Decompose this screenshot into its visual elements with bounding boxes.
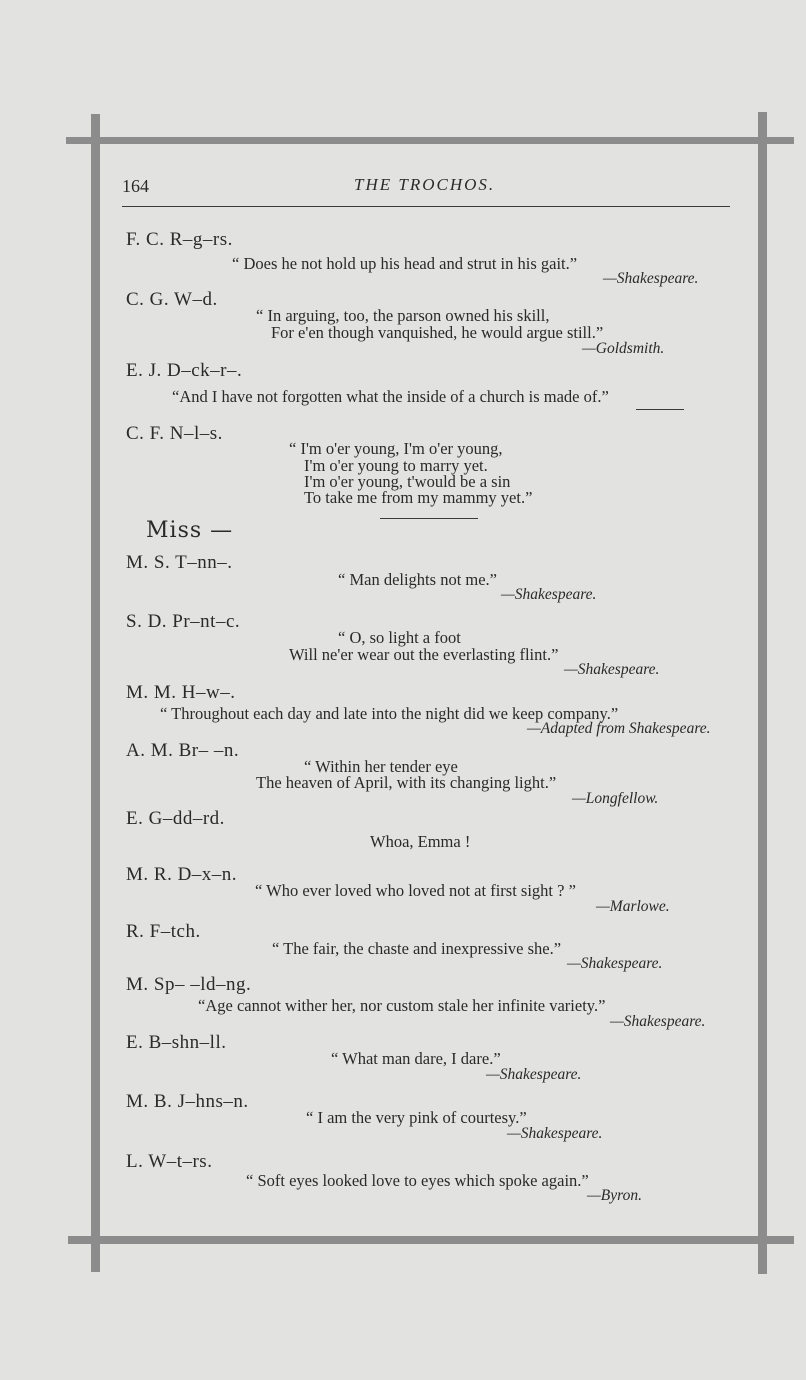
entry-quote: I'm o'er young, t'would be a sin bbox=[304, 472, 511, 491]
entry-name: M. R. D–x–n. bbox=[126, 864, 238, 885]
entry-attribution: —Shakespeare. bbox=[486, 1066, 582, 1083]
entry-quote: “ Throughout each day and late into the night did we keep company.” bbox=[160, 704, 619, 723]
entry-quote: “ Within her tender eye bbox=[304, 757, 458, 776]
entry-attribution: —Shakespeare. bbox=[567, 955, 663, 972]
entry-quote: “ Who ever loved who loved not at first sight ? ” bbox=[255, 881, 576, 900]
entry-quote: I'm o'er young to marry yet. bbox=[304, 456, 488, 475]
entry-quote: To take me from my mammy yet.” bbox=[304, 488, 533, 507]
entry-attribution: —Shakespeare. bbox=[501, 586, 597, 603]
section-heading: Miss — bbox=[146, 518, 234, 543]
frame-top-rule bbox=[66, 137, 794, 144]
entry-name: M. Sp– –ld–ng. bbox=[126, 974, 252, 995]
entry-quote: “ I am the very pink of courtesy.” bbox=[306, 1108, 527, 1127]
entry-name: M. B. J–hns–n. bbox=[126, 1091, 249, 1112]
entry-attribution: —Marlowe. bbox=[596, 898, 670, 915]
header-rule bbox=[122, 206, 730, 207]
entry-name: E. B–shn–ll. bbox=[126, 1032, 227, 1053]
frame-right-rule bbox=[758, 112, 767, 1274]
entry-attribution: —Goldsmith. bbox=[582, 340, 665, 357]
entry-quote: “ Man delights not me.” bbox=[338, 570, 498, 589]
entry-attribution: —Shakespeare. bbox=[507, 1125, 603, 1142]
entry-quote: Whoa, Emma ! bbox=[370, 832, 471, 851]
entry-attribution: —Adapted from Shakespeare. bbox=[527, 720, 711, 737]
entry-name: C. G. W–d. bbox=[126, 289, 218, 310]
section-divider-rule bbox=[380, 518, 478, 519]
entry-attribution: —Shakespeare. bbox=[564, 661, 660, 678]
entry-name: L. W–t–rs. bbox=[126, 1151, 213, 1172]
entry-attribution: —Shakespeare. bbox=[610, 1013, 706, 1030]
entry-quote: “ I'm o'er young, I'm o'er young, bbox=[289, 439, 503, 458]
frame-left-rule bbox=[91, 114, 100, 1272]
entry-quote: For e'en though vanquished, he would argue still.” bbox=[271, 323, 604, 342]
running-title: THE TROCHOS. bbox=[354, 175, 496, 194]
entry-quote: “ Does he not hold up his head and strut in his gait.” bbox=[232, 254, 578, 273]
entry-name: E. J. D–ck–r–. bbox=[126, 360, 243, 381]
entry-quote: “ Soft eyes looked love to eyes which spoke again.” bbox=[246, 1171, 589, 1190]
entry-name: C. F. N–l–s. bbox=[126, 423, 223, 444]
frame-bottom-rule bbox=[68, 1236, 794, 1244]
entry-name: M. S. T–nn–. bbox=[126, 552, 233, 573]
entry-attribution: —Longfellow. bbox=[572, 790, 659, 807]
page-number: 164 bbox=[122, 176, 149, 196]
entry-name: F. C. R–g–rs. bbox=[126, 229, 233, 250]
entry-quote: “ O, so light a foot bbox=[338, 628, 461, 647]
entry-name: M. M. H–w–. bbox=[126, 682, 236, 703]
entry-quote: “And I have not forgotten what the inside of a church is made of.” bbox=[172, 387, 609, 406]
entry-name: R. F–tch. bbox=[126, 921, 201, 942]
entry-attribution: —Shakespeare. bbox=[603, 270, 699, 287]
entry-quote: “ What man dare, I dare.” bbox=[331, 1049, 501, 1068]
entry-name: S. D. Pr–nt–c. bbox=[126, 611, 241, 632]
entry-name: A. M. Br– –n. bbox=[126, 740, 240, 761]
entry-quote: The heaven of April, with its changing light.” bbox=[256, 773, 557, 792]
entry-name: E. G–dd–rd. bbox=[126, 808, 225, 829]
entry-end-rule bbox=[636, 409, 684, 410]
entry-quote: Will ne'er wear out the everlasting flint.” bbox=[289, 645, 559, 664]
entry-quote: “Age cannot wither her, nor custom stale her infinite variety.” bbox=[198, 996, 606, 1015]
entry-quote: “ The fair, the chaste and inexpressive she.” bbox=[272, 939, 562, 958]
entry-quote: “ In arguing, too, the parson owned his skill, bbox=[256, 306, 550, 325]
entry-attribution: —Byron. bbox=[587, 1187, 642, 1204]
